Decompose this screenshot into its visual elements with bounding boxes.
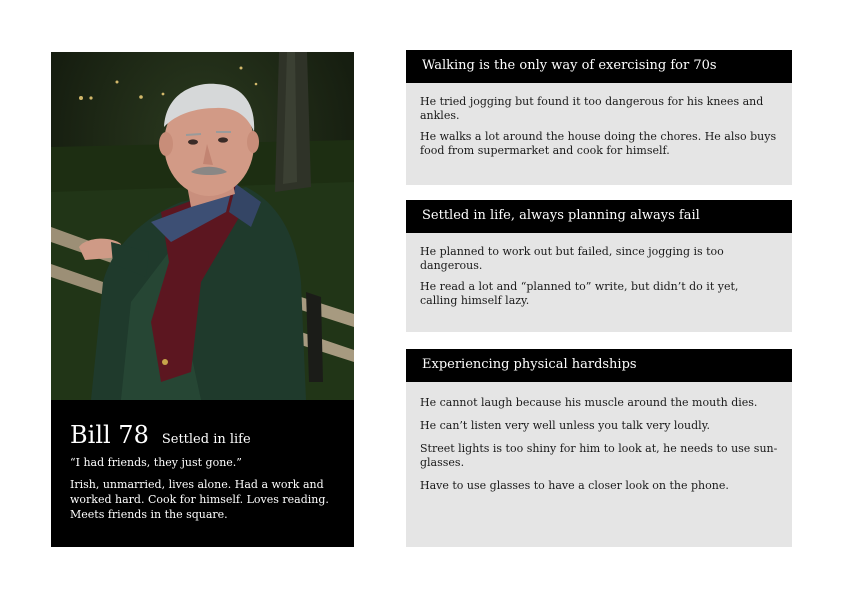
panel-point: He read a lot and “planned to” write, but didn’t do it yet, calling himself lazy. [420, 280, 739, 307]
insight-panel-hardships [406, 349, 792, 547]
persona-tagline: Settled in life [161, 432, 251, 447]
persona-bio: Irish, unmarried, lives alone. Had a work and worked hard. Cook for himself. Loves reading. Meets friends in the square. [70, 478, 329, 521]
persona-quote: “I had friends, they just gone.” [70, 456, 242, 469]
persona-heading [70, 422, 251, 448]
persona-photo [51, 52, 354, 400]
panel-body [406, 83, 792, 158]
panel-point: He can’t listen very well unless you talk very loudly. [420, 419, 710, 432]
panel-point: He walks a lot around the house doing the chores. He also buys food from supermarket and cook for himself. [420, 130, 777, 157]
panel-point: He tried jogging but found it too dangerous for his knees and ankles. [420, 95, 764, 122]
panel-title: Settled in life, always planning always fail [406, 200, 792, 233]
persona-name: Bill 78 [70, 421, 149, 449]
panel-point: He cannot laugh because his muscle around the mouth dies. [420, 396, 758, 409]
panel-body [406, 233, 792, 308]
panel-title: Walking is the only way of exercising for 70s [406, 50, 792, 83]
panel-point: He planned to work out but failed, since jogging is too dangerous. [420, 245, 724, 272]
panel-point: Street lights is too shiny for him to look at, he needs to use sun-glasses. [420, 442, 778, 469]
insight-panel-walking [406, 50, 792, 185]
panel-body [406, 382, 792, 493]
persona-profile [51, 400, 354, 547]
panel-point: Have to use glasses to have a closer look on the phone. [420, 479, 729, 492]
panel-title: Experiencing physical hardships [406, 349, 792, 382]
insight-panel-settled [406, 200, 792, 332]
